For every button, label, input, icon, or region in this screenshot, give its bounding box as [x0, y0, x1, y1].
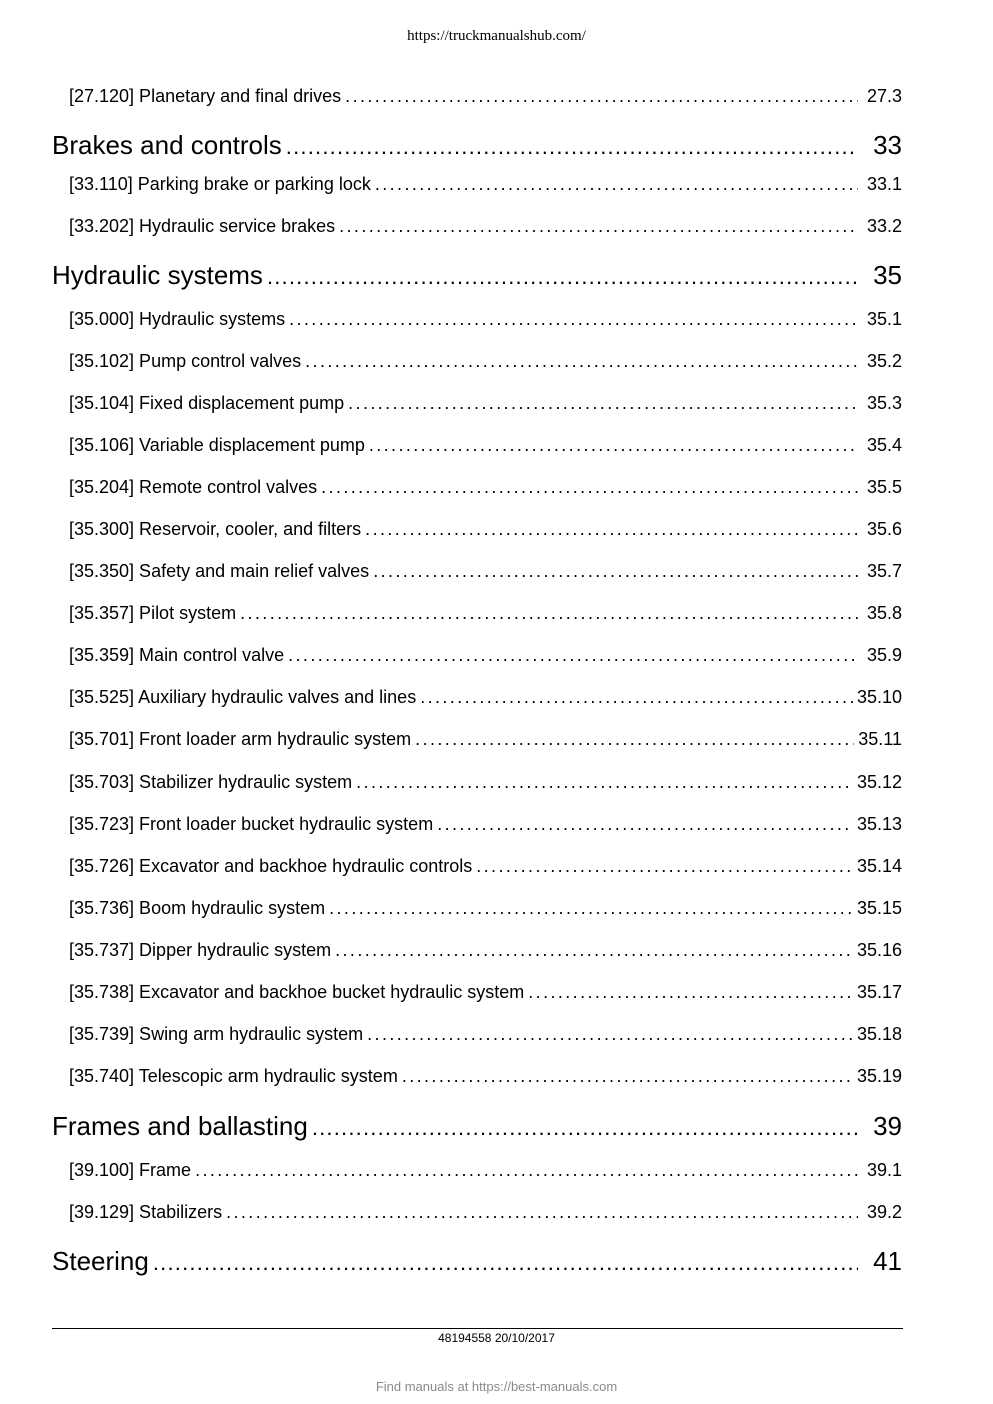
- toc-dot-leader: [226, 1202, 858, 1223]
- toc-entry-title: [27.120] Planetary and final drives: [69, 86, 342, 106]
- toc-entry-title: [35.737] Dipper hydraulic system: [69, 940, 332, 960]
- toc-entry-page: 35.9: [866, 645, 902, 665]
- toc-dot-leader: [367, 1024, 853, 1045]
- toc-entry-title: [35.525] Auxiliary hydraulic valves and lines: [69, 687, 417, 707]
- toc-entry-title: [35.701] Front loader arm hydraulic system: [69, 729, 412, 749]
- toc-dot-leader: [240, 603, 858, 624]
- toc-entry-page: 35.6: [866, 519, 902, 539]
- toc-entry-title: [35.740] Telescopic arm hydraulic system: [69, 1066, 398, 1086]
- toc-subsection-entry[interactable]: [69, 814, 902, 835]
- toc-section-entry[interactable]: [52, 260, 902, 291]
- toc-subsection-entry[interactable]: [69, 216, 902, 237]
- toc-subsection-entry[interactable]: [69, 1066, 902, 1087]
- toc-entry-title: [35.723] Front loader bucket hydraulic system: [69, 814, 434, 834]
- toc-entry-page: 33.1: [866, 174, 902, 194]
- toc-entry-title: Hydraulic systems: [52, 260, 263, 290]
- toc-subsection-entry[interactable]: [69, 393, 902, 414]
- toc-dot-leader: [286, 134, 858, 160]
- toc-dot-leader: [312, 1115, 858, 1141]
- toc-entry-title: [35.204] Remote control valves: [69, 477, 318, 497]
- toc-subsection-entry[interactable]: [69, 1202, 902, 1223]
- toc-entry-title: [35.000] Hydraulic systems: [69, 309, 286, 329]
- toc-entry-page: 41: [873, 1246, 902, 1276]
- toc-entry-title: [35.104] Fixed displacement pump: [69, 393, 345, 413]
- header-url[interactable]: https://truckmanualshub.com/: [407, 28, 586, 44]
- toc-entry-page: 39: [873, 1111, 902, 1141]
- toc-dot-leader: [365, 519, 858, 540]
- toc-section-entry[interactable]: [52, 1246, 902, 1277]
- toc-subsection-entry[interactable]: [69, 898, 902, 919]
- toc-entry-page: 35.4: [866, 435, 902, 455]
- toc-entry-page: 35.3: [866, 393, 902, 413]
- toc-entry-title: [35.359] Main control valve: [69, 645, 285, 665]
- toc-subsection-entry[interactable]: [69, 309, 902, 330]
- toc-entry-title: [35.703] Stabilizer hydraulic system: [69, 772, 353, 792]
- toc-subsection-entry[interactable]: [69, 351, 902, 372]
- toc-dot-leader: [288, 645, 858, 666]
- toc-dot-leader: [402, 1066, 853, 1087]
- toc-subsection-entry[interactable]: [69, 729, 902, 750]
- toc-entry-title: Frames and ballasting: [52, 1111, 308, 1141]
- toc-dot-leader: [369, 435, 858, 456]
- toc-section-entry[interactable]: [52, 130, 902, 161]
- toc-entry-title: [35.739] Swing arm hydraulic system: [69, 1024, 364, 1044]
- toc-dot-leader: [373, 561, 858, 582]
- toc-entry-title: Brakes and controls: [52, 130, 282, 160]
- toc-entry-title: [35.736] Boom hydraulic system: [69, 898, 326, 918]
- toc-entry-page: 35.10: [856, 687, 902, 707]
- toc-subsection-entry[interactable]: [69, 435, 902, 456]
- toc-entry-page: 35.14: [856, 856, 902, 876]
- toc-entry-page: 35.7: [866, 561, 902, 581]
- toc-dot-leader: [329, 898, 853, 919]
- toc-subsection-entry[interactable]: [69, 519, 902, 540]
- toc-dot-leader: [153, 1250, 858, 1276]
- toc-subsection-entry[interactable]: [69, 477, 902, 498]
- toc-entry-page: 33.2: [866, 216, 902, 236]
- toc-subsection-entry[interactable]: [69, 982, 902, 1003]
- toc-entry-title: [35.738] Excavator and backhoe bucket hydraulic system: [69, 982, 525, 1002]
- toc-subsection-entry[interactable]: [69, 856, 902, 877]
- toc-entry-title: [35.726] Excavator and backhoe hydraulic controls: [69, 856, 473, 876]
- toc-section-entry[interactable]: [52, 1111, 902, 1142]
- toc-dot-leader: [267, 264, 858, 290]
- toc-dot-leader: [375, 174, 858, 195]
- toc-subsection-entry[interactable]: [69, 1024, 902, 1045]
- toc-entry-page: 35.2: [866, 351, 902, 371]
- toc-entry-title: [35.357] Pilot system: [69, 603, 237, 623]
- toc-subsection-entry[interactable]: [69, 645, 902, 666]
- toc-dot-leader: [335, 940, 853, 961]
- toc-subsection-entry[interactable]: [69, 940, 902, 961]
- toc-entry-title: [33.110] Parking brake or parking lock: [69, 174, 371, 194]
- toc-entry-page: 39.2: [866, 1202, 902, 1222]
- toc-dot-leader: [195, 1160, 858, 1181]
- toc-entry-page: 33: [873, 130, 902, 160]
- toc-entry-title: [33.202] Hydraulic service brakes: [69, 216, 336, 236]
- toc-entry-page: 35: [873, 260, 902, 290]
- toc-dot-leader: [415, 729, 854, 750]
- toc-dot-leader: [339, 216, 858, 237]
- toc-entry-page: 35.11: [858, 729, 902, 749]
- toc-entry-page: 35.17: [856, 982, 902, 1002]
- toc-subsection-entry[interactable]: [69, 772, 902, 793]
- toc-subsection-entry[interactable]: [69, 687, 902, 708]
- toc-dot-leader: [420, 687, 853, 708]
- toc-dot-leader: [476, 856, 853, 877]
- toc-dot-leader: [289, 309, 858, 330]
- toc-entry-page: 35.12: [856, 772, 902, 792]
- toc-entry-page: 35.16: [856, 940, 902, 960]
- toc-entry-page: 35.15: [856, 898, 902, 918]
- toc-subsection-entry[interactable]: [69, 603, 902, 624]
- toc-dot-leader: [437, 814, 853, 835]
- toc-entry-page: 35.5: [866, 477, 902, 497]
- toc-dot-leader: [356, 772, 853, 793]
- toc-dot-leader: [348, 393, 858, 414]
- toc-entry-page: 35.18: [856, 1024, 902, 1044]
- toc-dot-leader: [528, 982, 853, 1003]
- toc-dot-leader: [305, 351, 858, 372]
- toc-entry-page: 35.8: [866, 603, 902, 623]
- toc-entry-page: 35.19: [856, 1066, 902, 1086]
- toc-entry-title: [35.106] Variable displacement pump: [69, 435, 365, 455]
- toc-subsection-entry[interactable]: [69, 561, 902, 582]
- footer-link[interactable]: Find manuals at https://best-manuals.com: [375, 1379, 618, 1394]
- toc-entry-title: [35.102] Pump control valves: [69, 351, 302, 371]
- toc-entry-title: [35.300] Reservoir, cooler, and filters: [69, 519, 362, 539]
- toc-entry-page: 39.1: [866, 1160, 902, 1180]
- toc-entry-title: Steering: [52, 1246, 149, 1276]
- toc-dot-leader: [345, 86, 858, 107]
- toc-subsection-entry[interactable]: [69, 86, 902, 107]
- toc-entry-page: 35.1: [866, 309, 902, 329]
- document-id: 48194558 20/10/2017: [438, 1331, 555, 1345]
- toc-subsection-entry[interactable]: [69, 174, 902, 195]
- toc-entry-title: [39.129] Stabilizers: [69, 1202, 223, 1222]
- footer-divider: [52, 1328, 903, 1329]
- toc-entry-title: [35.350] Safety and main relief valves: [69, 561, 370, 581]
- toc-entry-page: 35.13: [856, 814, 902, 834]
- toc-subsection-entry[interactable]: [69, 1160, 902, 1181]
- toc-entry-title: [39.100] Frame: [69, 1160, 192, 1180]
- toc-dot-leader: [321, 477, 858, 498]
- toc-entry-page: 27.3: [866, 86, 902, 106]
